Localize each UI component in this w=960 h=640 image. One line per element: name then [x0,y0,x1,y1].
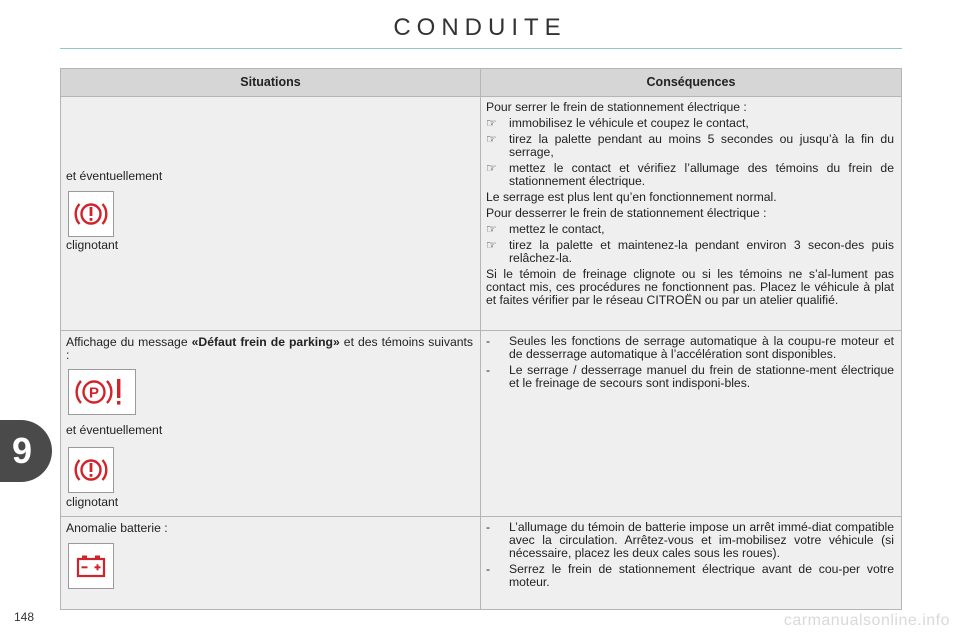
dash-bullet: - [486,363,491,377]
dash-bullet: - [486,520,491,534]
list-item: ☞ tirez la palette et maintenez-la pendant environ 3 secon-des puis relâchez-la. [486,238,894,265]
table-header-row [61,69,902,97]
list-item: - L’allumage du témoin de batterie impose un arrêt immé-diat compatible avec la circulation. Arrêtez-vous et im-mobilisez votre véhicule (si nécessaire, placez les deux cales sous les roues). [486,520,894,560]
pointer-bullet-icon: ☞ [486,161,497,175]
table-row [61,331,902,517]
situation-cell [61,517,481,610]
dash-bullet: - [486,334,491,348]
list-item: ☞ immobilisez le véhicule et coupez le contact, [486,116,749,130]
consequence-cell [481,517,902,610]
list-item: - Serrez le frein de stationnement électrique avant de cou-per votre moteur. [486,562,894,589]
situation-text: et éventuellement [66,423,163,437]
list-item: - Le serrage / desserrage manuel du frein de stationne-ment électrique et le freinage de secours sont indisponi-bles. [486,363,894,390]
parking-brake-fault-icon [68,369,136,415]
list-item: ☞ mettez le contact, [486,222,605,236]
list-item: ☞ mettez le contact et vérifiez l’allumage des témoins du frein de stationnement électrique. [486,161,894,188]
svg-text:P: P [88,384,100,402]
situation-text: clignotant [66,495,119,509]
battery-icon [68,543,114,589]
list-item: ☞ tirez la palette pendant au moins 5 secondes ou jusqu’à la fin du serrage, [486,132,894,159]
situation-text: clignotant [66,238,119,252]
consequence-cell [481,331,902,517]
fault-message-label: «Défaut frein de parking» [191,335,340,349]
situations-table [60,68,902,610]
column-header-consequences: Conséquences [481,69,902,97]
brake-warning-icon [68,191,114,237]
title-divider [60,48,902,49]
page-title: CONDUITE [393,14,567,41]
consequence-paragraph: Le serrage est plus lent qu’en fonctionnement normal. [486,190,777,204]
table-row [61,97,902,331]
dash-bullet: - [486,562,491,576]
chapter-number: 9 [12,430,33,471]
pointer-bullet-icon: ☞ [486,116,497,130]
pointer-bullet-icon: ☞ [486,222,497,236]
pointer-bullet-icon: ☞ [486,132,497,146]
situation-cell [61,97,481,331]
page-number: 148 [14,610,35,624]
situation-text: et éventuellement [66,169,163,183]
situation-cell [61,331,481,517]
watermark: carmanualsonline.info [783,612,950,629]
consequence-paragraph: Pour desserrer le frein de stationnement électrique : [486,206,767,220]
brake-warning-icon [68,447,114,493]
consequence-paragraph: Pour serrer le frein de stationnement électrique : [486,100,747,114]
pointer-bullet-icon: ☞ [486,238,497,252]
situation-text: Anomalie batterie : [66,521,168,535]
consequence-paragraph: Si le témoin de freinage clignote ou si les témoins ne s’al-lument pas contact mis, ces procédures ne fonctionnent pas. Placez le véhicule à plat et faites vérifier par le réseau CITROËN ou par un atelier qualifié. [486,267,894,307]
consequence-cell [481,97,902,331]
list-item: - Seules les fonctions de serrage automatique à la coupu-re moteur et de desserrage automatique à l’accélération sont disponibles. [486,334,894,361]
table-row [61,517,902,610]
column-header-situations: Situations [61,69,481,97]
situation-message: Affichage du message «Défaut frein de parking» et des témoins suivants : [66,335,474,362]
